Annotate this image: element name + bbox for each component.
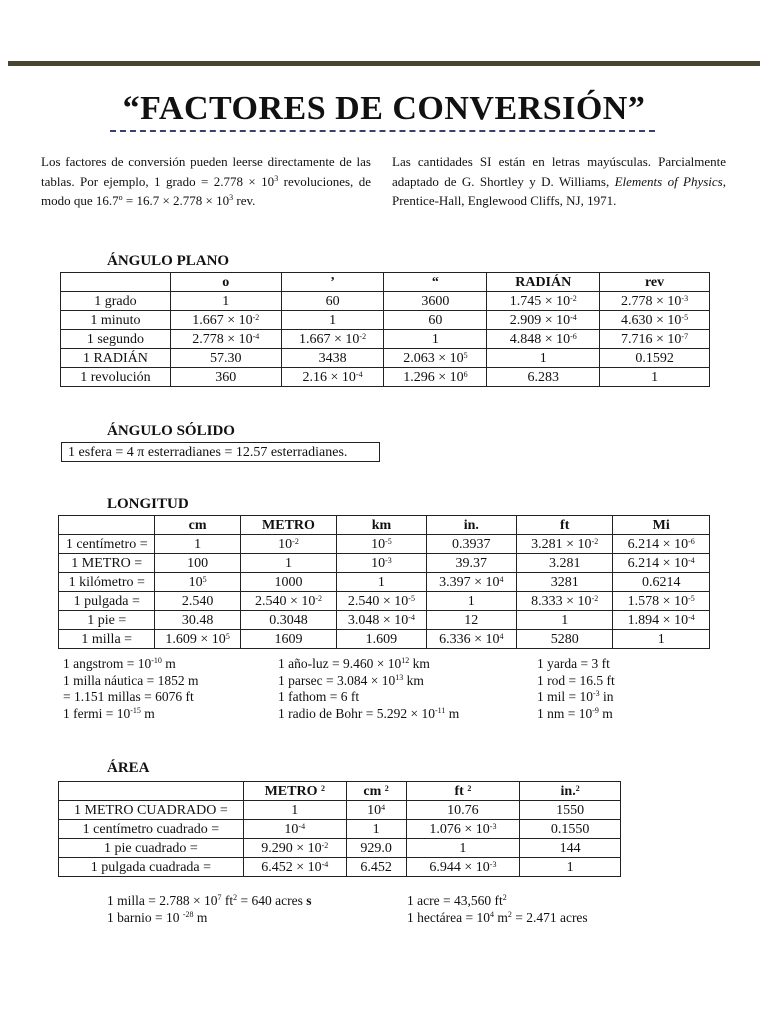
value-cell: 6.283 [487, 368, 600, 387]
esfera-box: 1 esfera = 4 π esterradianes = 12.57 esterradianes. [61, 442, 380, 462]
value-cell: $2.16 \times 10^{-4}$ [281, 368, 384, 387]
row-label-cell: 1 centímetro = [59, 535, 155, 554]
note-line: 1 radio de Bohr = $5.292 \times 10^{-11}$ m [278, 705, 460, 721]
table-row [59, 858, 621, 877]
value-cell: $1.667 \times 10^{-2}$ [170, 311, 281, 330]
value-cell: 1 [520, 858, 621, 877]
row-label-cell: 1 milla = [59, 630, 155, 649]
note-line: 1 angstrom = $10^{-10}$ m [63, 656, 176, 671]
value-cell: $7.716 \times 10^{-7}$ [600, 330, 710, 349]
value-cell: $10^{-5}$ [337, 535, 426, 554]
section-title-angulo-plano: ÁNGULO PLANO [107, 253, 230, 269]
table-row [59, 554, 710, 573]
note-line: 1 milla náutica = 1852 m [63, 672, 199, 688]
note-line: 1 fathom = 6 ft [278, 689, 360, 704]
table-row [59, 592, 710, 611]
table-area [58, 781, 621, 877]
value-cell: 6.452 [346, 858, 406, 877]
value-cell: $10^{-3}$ [337, 554, 426, 573]
row-label-cell: 1 centímetro cuadrado = [59, 820, 244, 839]
value-cell: $3.048 \times 10^{-4}$ [337, 611, 426, 630]
row-label-cell: 1 revolución [61, 368, 171, 387]
value-cell: $10^{-4}$ [243, 820, 346, 839]
value-cell: $10^4$ [346, 801, 406, 820]
table-longitud [58, 515, 710, 649]
value-cell: $2.540 \times 10^{-5}$ [337, 592, 426, 611]
page-title: “FACTORES DE CONVERSIÓN” [122, 90, 646, 127]
value-cell: 1.609 [337, 630, 426, 649]
longitud-notes-col2 [278, 656, 459, 722]
table-angulo-plano [60, 272, 710, 387]
header-cell: ft [516, 516, 612, 535]
note-line: 1 $parsec = 3.084 \times 10^{13}$ km [278, 672, 424, 688]
value-cell: 30.48 [155, 611, 240, 630]
value-cell: 1 [426, 592, 516, 611]
value-cell: $6.214 \times 10^{-6}$ [613, 535, 710, 554]
title-dashed-rule [110, 130, 655, 132]
note-line: 1 hectárea = $10^4$ $m^2 = 2.471$ acres [407, 909, 588, 925]
value-cell: 100 [155, 554, 240, 573]
table-row [59, 573, 710, 592]
table-header-row [61, 273, 710, 292]
value-cell: $3.281 \times 10^{-2}$ [516, 535, 612, 554]
note-line: 1 mil = $10^{-3}$ in [537, 689, 614, 704]
section-title-longitud: LONGITUD [107, 496, 189, 512]
section-title-angulo-solido: ÁNGULO SÓLIDO [107, 423, 235, 439]
value-cell: $3.397 \times 10^4$ [426, 573, 516, 592]
section-title-area: ÁREA [107, 760, 150, 776]
row-label-cell: 1 METRO = [59, 554, 155, 573]
value-cell: 1 [406, 839, 520, 858]
value-cell: 360 [170, 368, 281, 387]
top-rule [8, 61, 760, 66]
value-cell: $2.909 \times 10^{-4}$ [487, 311, 600, 330]
value-cell: 144 [520, 839, 621, 858]
value-cell: $2.778 \times 10^{-3}$ [600, 292, 710, 311]
value-cell: 1 [170, 292, 281, 311]
table-row [59, 611, 710, 630]
table-row [59, 801, 621, 820]
value-cell: $10^{-2}$ [240, 535, 336, 554]
value-cell: $6.452 \times 10^{-4}$ [243, 858, 346, 877]
value-cell: $1.296 \times 10^6$ [384, 368, 487, 387]
header-cell: Mi [613, 516, 710, 535]
table-row [61, 292, 710, 311]
value-cell: $1.609 \times 10^5$ [155, 630, 240, 649]
value-cell: 0.3048 [240, 611, 336, 630]
value-cell: 1 [337, 573, 426, 592]
value-cell: 1 [613, 630, 710, 649]
note-line: 1 yarda = 3 ft [537, 656, 610, 671]
header-cell: RADIÁN [487, 273, 600, 292]
area-notes-col2 [407, 893, 588, 926]
row-label-cell: 1 pie cuadrado = [59, 839, 244, 858]
value-cell: 60 [281, 292, 384, 311]
value-cell: 3.281 [516, 554, 612, 573]
value-cell: 1 [243, 801, 346, 820]
header-cell: o [170, 273, 281, 292]
note-line: 1 barnio = 10 $^{-28}$ m [107, 909, 208, 925]
value-cell: 60 [384, 311, 487, 330]
value-cell: 1609 [240, 630, 336, 649]
intro-right-paragraph: Las cantidades SI están en letras mayúsculas. Parcialmente adaptado de G. Shortley y D. Williams, Elements of Physics, Prentice-Hall, Englewood Cliffs, NJ, 1971. [392, 154, 726, 208]
value-cell: 1550 [520, 801, 621, 820]
header-cell: METRO [240, 516, 336, 535]
row-label-cell: 1 pie = [59, 611, 155, 630]
value-cell: 39.37 [426, 554, 516, 573]
area-notes-col1 [107, 893, 311, 926]
table-row [59, 820, 621, 839]
header-cell: in.$^2$ [520, 782, 621, 801]
value-cell: 1 [281, 311, 384, 330]
row-label-cell: 1 minuto [61, 311, 171, 330]
intro-left-paragraph: Los factores de conversión pueden leerse directamente de las tablas. Por ejemplo, 1 grado = $2.778 \times 10^3$ revoluciones, de modo que $16.7^o = 16.7 \times 2.778 \times 10^3$ rev. [41, 154, 371, 208]
row-label-cell: 1 kilómetro = [59, 573, 155, 592]
note-line: 1 nm = $10^{-9}$ m [537, 705, 613, 721]
header-cell: cm [155, 516, 240, 535]
value-cell: 57.30 [170, 349, 281, 368]
value-cell: 0.3937 [426, 535, 516, 554]
value-cell: $6.214 \times 10^{-4}$ [613, 554, 710, 573]
table-row [61, 330, 710, 349]
header-cell: “ [384, 273, 487, 292]
value-cell: 3438 [281, 349, 384, 368]
value-cell: $10^5$ [155, 573, 240, 592]
value-cell: $6.944 \times 10^{-3}$ [406, 858, 520, 877]
table-row [61, 349, 710, 368]
row-label-cell: 1 RADIÁN [61, 349, 171, 368]
table-row [59, 535, 710, 554]
longitud-notes-col1 [63, 656, 198, 722]
row-label-cell: 1 pulgada cuadrada = [59, 858, 244, 877]
value-cell: $2.778 \times 10^{-4}$ [170, 330, 281, 349]
value-cell: 0.1550 [520, 820, 621, 839]
value-cell: $9.290 \times 10^{-2}$ [243, 839, 346, 858]
value-cell: $4.848 \times 10^{-6}$ [487, 330, 600, 349]
value-cell: $2.063 \times 10^5$ [384, 349, 487, 368]
longitud-notes-col3 [537, 656, 615, 722]
value-cell: 0.1592 [600, 349, 710, 368]
value-cell: 1 [240, 554, 336, 573]
note-line: = 1.151 millas = 6076 ft [63, 689, 194, 704]
value-cell: 1 [346, 820, 406, 839]
value-cell: 1 [600, 368, 710, 387]
value-cell: $4.630 \times 10^{-5}$ [600, 311, 710, 330]
value-cell: 929.0 [346, 839, 406, 858]
header-cell: cm $^2$ [346, 782, 406, 801]
value-cell: $8.333 \times 10^{-2}$ [516, 592, 612, 611]
header-cell: ’ [281, 273, 384, 292]
row-label-cell: 1 pulgada = [59, 592, 155, 611]
table-header-row [59, 782, 621, 801]
value-cell: 12 [426, 611, 516, 630]
value-cell: 1 [384, 330, 487, 349]
value-cell: 5280 [516, 630, 612, 649]
table-row [59, 839, 621, 858]
value-cell: 0.6214 [613, 573, 710, 592]
row-label-cell: 1 segundo [61, 330, 171, 349]
value-cell: $1.578 \times 10^{-5}$ [613, 592, 710, 611]
table-row [61, 311, 710, 330]
note-line: 1 año-luz = $9.460 \times 10^{12}$ km [278, 656, 430, 671]
value-cell: $1.667 \times 10^{-2}$ [281, 330, 384, 349]
table-row [61, 368, 710, 387]
value-cell: 1000 [240, 573, 336, 592]
value-cell: 1 [487, 349, 600, 368]
note-line: 1 acre = 43,560 $ft^2$ [407, 893, 507, 908]
value-cell: $1.745 \times 10^{-2}$ [487, 292, 600, 311]
note-line: 1 fermi = $10^{-15}$ m [63, 705, 155, 721]
value-cell: $6.336 \times 10^4$ [426, 630, 516, 649]
table-row [59, 630, 710, 649]
value-cell: $2.540 \times 10^{-2}$ [240, 592, 336, 611]
header-cell: METRO $^2$ [243, 782, 346, 801]
value-cell: 1 [155, 535, 240, 554]
row-label-cell: 1 grado [61, 292, 171, 311]
value-cell: $1.894 \times 10^{-4}$ [613, 611, 710, 630]
value-cell: 3600 [384, 292, 487, 311]
value-cell: 3281 [516, 573, 612, 592]
value-cell: $1.076 \times 10^{-3}$ [406, 820, 520, 839]
header-cell [59, 516, 155, 535]
note-line: 1 rod = 16.5 ft [537, 672, 615, 688]
table-header-row [59, 516, 710, 535]
header-cell [61, 273, 171, 292]
header-cell: km [337, 516, 426, 535]
header-cell [59, 782, 244, 801]
header-cell: rev [600, 273, 710, 292]
note-line: 1 milla = $2.788 \times 10^7$ $ft^2 = 640$ acres s [107, 893, 312, 908]
value-cell: 1 [516, 611, 612, 630]
header-cell: ft $^2$ [406, 782, 520, 801]
value-cell: 10.76 [406, 801, 520, 820]
row-label-cell: 1 METRO CUADRADO = [59, 801, 244, 820]
value-cell: 2.540 [155, 592, 240, 611]
header-cell: in. [426, 516, 516, 535]
